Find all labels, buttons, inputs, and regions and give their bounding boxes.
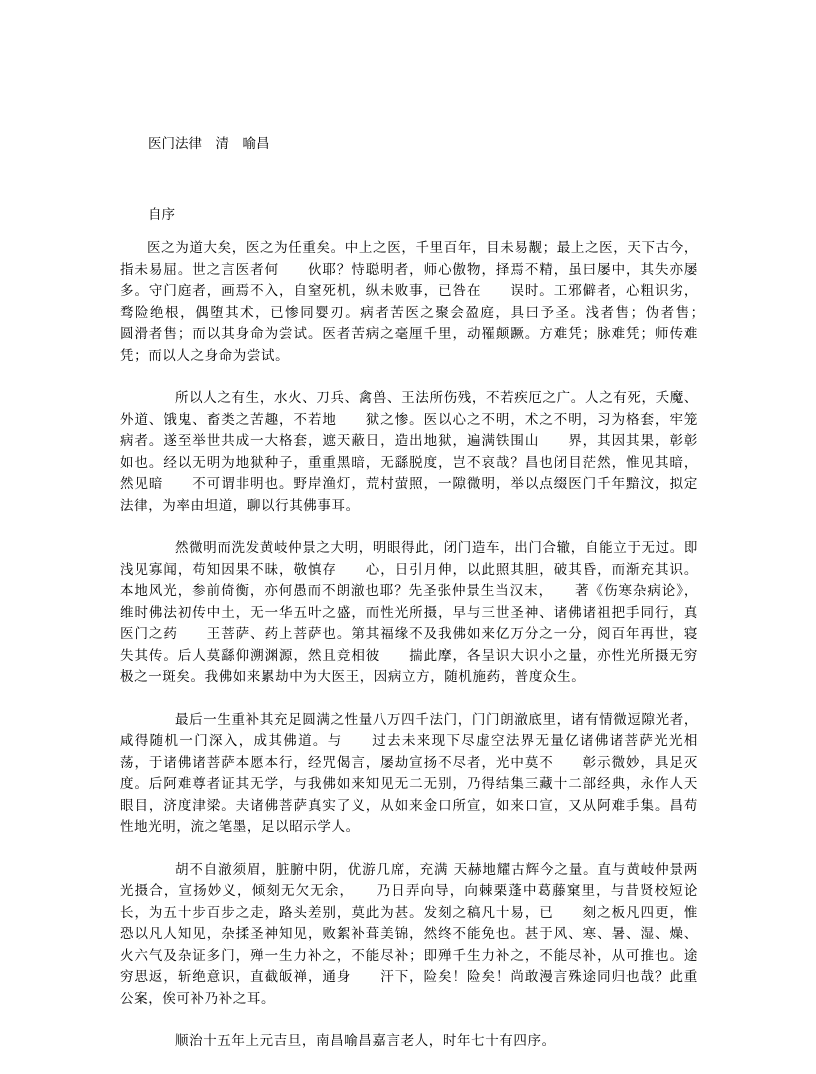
paragraph: 然微明而洗发黄岐仲景之大明，明眼得此，闭门造车，出门合辙，自能立于无过。即浅见寡闻，苟知因果不昧，敬慎存 心，日引月伸，以此照其胆，破其昏，而渐充其识。本地风光，参前倚衡，亦何愚而不朗澈也耶？先圣张仲景生当汉末， 著《伤寒杂病论》，维时佛法初传中土，无一华五叶之盛，而性光所摄，早与三世圣神、诸佛诸祖把手同行，真医门之药 王菩萨、药上菩萨也。第其福缘不及我佛如来亿万分之一分，阅百年再世，寝失其传。后人莫繇仰溯渊源，然且竞相彼 揣此摩，各呈识大识小之量，亦性光所摄无穷极之一斑矣。我佛如来累劫中为大医王，因病立方，随机施药，普度众生。	[120, 540, 698, 685]
paragraph: 医之为道大矣，医之为任重矣。中上之医，千里百年，目未易觏；最上之医，天下古今，指未易屈。世之言医者何 伙耶？恃聪明者，师心傲物，择焉不精，虽曰屡中，其失亦屡多。守门庭者，画焉不入，自窒死机，纵未败事，已咎在 误时。工邪僻者，心粗识劣，骛险绝根，偶堕其术，已惨同婴刃。病者苦医之聚会盈庭，具曰予圣。浅者售；伪者售； 圆滑者售；而以其身命为尝试。医者苦病之毫厘千里，动罹颠蹶。方难凭；脉难凭；师传难凭；而以人之身命为尝试。	[120, 240, 727, 364]
paragraph-signature: 顺治十五年上元吉旦，南昌喻昌嘉言老人，时年七十有四序。	[175, 1033, 556, 1049]
document-title: 医门法律 清 喻昌	[148, 136, 270, 152]
document-body	[120, 238, 727, 1074]
paragraph: 胡不自澈须眉，脏腑中阴，优游几席，充满 天赫地耀古辉今之量。直与黄岐仲景两光摄合，宣扬妙义，倾刻无欠无余， 乃日弄向导，向棘栗蓬中葛藤窠里，与昔贤校短论长，为五十步百步之走，路头差别，莫此为甚。发刻之稿凡十易，已 刻之板凡四更，惟恐以凡人知见，杂揉圣神知见，败絮补葺美锦，然终不能免也。甚于风、寒、暑、湿、燥、火六气及杂证多门，殚一生力补之，不能尽补；即殚千生力补之，不能尽补，从可推也。途穷思返，斩绝意识，直截皈禅，通身 汗下，险矣！险矣！尚敢漫言殊途同归也哉？此重公案，俟可补乃补之耳。	[120, 861, 698, 1007]
section-title: 自序	[148, 207, 175, 223]
paragraph: 所以人之有生，水火、刀兵、禽兽、王法所伤残，不若疾厄之广。人之有死，夭魔、外道、饿鬼、畜类之苦趣，不若地 狱之惨。医以心之不明，术之不明，习为格套，牢笼病者。遂至举世共成一大格套，遮天蔽日，造出地狱，遍满铁围山 界，其因其果，彰彰如也。经以无明为地狱种子，重重黑暗，无繇脱度，岂不哀哉？昌也闭目茫然，惟见其暗，然见暗 不可谓非明也。野岸渔灯，荒村萤照，一隙微明，举以点缀医门千年黯汶，拟定法律，为率由坦道，聊以行其佛事耳。	[120, 390, 698, 514]
paragraph: 最后一生重补其充足圆满之性量八万四千法门，门门朗澈底里，诸有情微逗隙光者，咸得随机一门深入，成其佛道。与 过去未来现下尽虚空法界无量亿诸佛诸菩萨光光相荡，于诸佛诸菩萨本愿本行，经咒偈言，屡劫宣扬不尽者，光中莫不 彰示微妙，具足灭度。后阿难尊者证其无学，与我佛如来知见无二无别，乃得结集三藏十二部经典，永作人天眼目，济度津梁。夫诸佛菩萨真实了义，从如来金口所宣，如来口宣，又从阿难手集。昌苟性地光明，流之笔墨，足以昭示学人。	[120, 711, 698, 835]
